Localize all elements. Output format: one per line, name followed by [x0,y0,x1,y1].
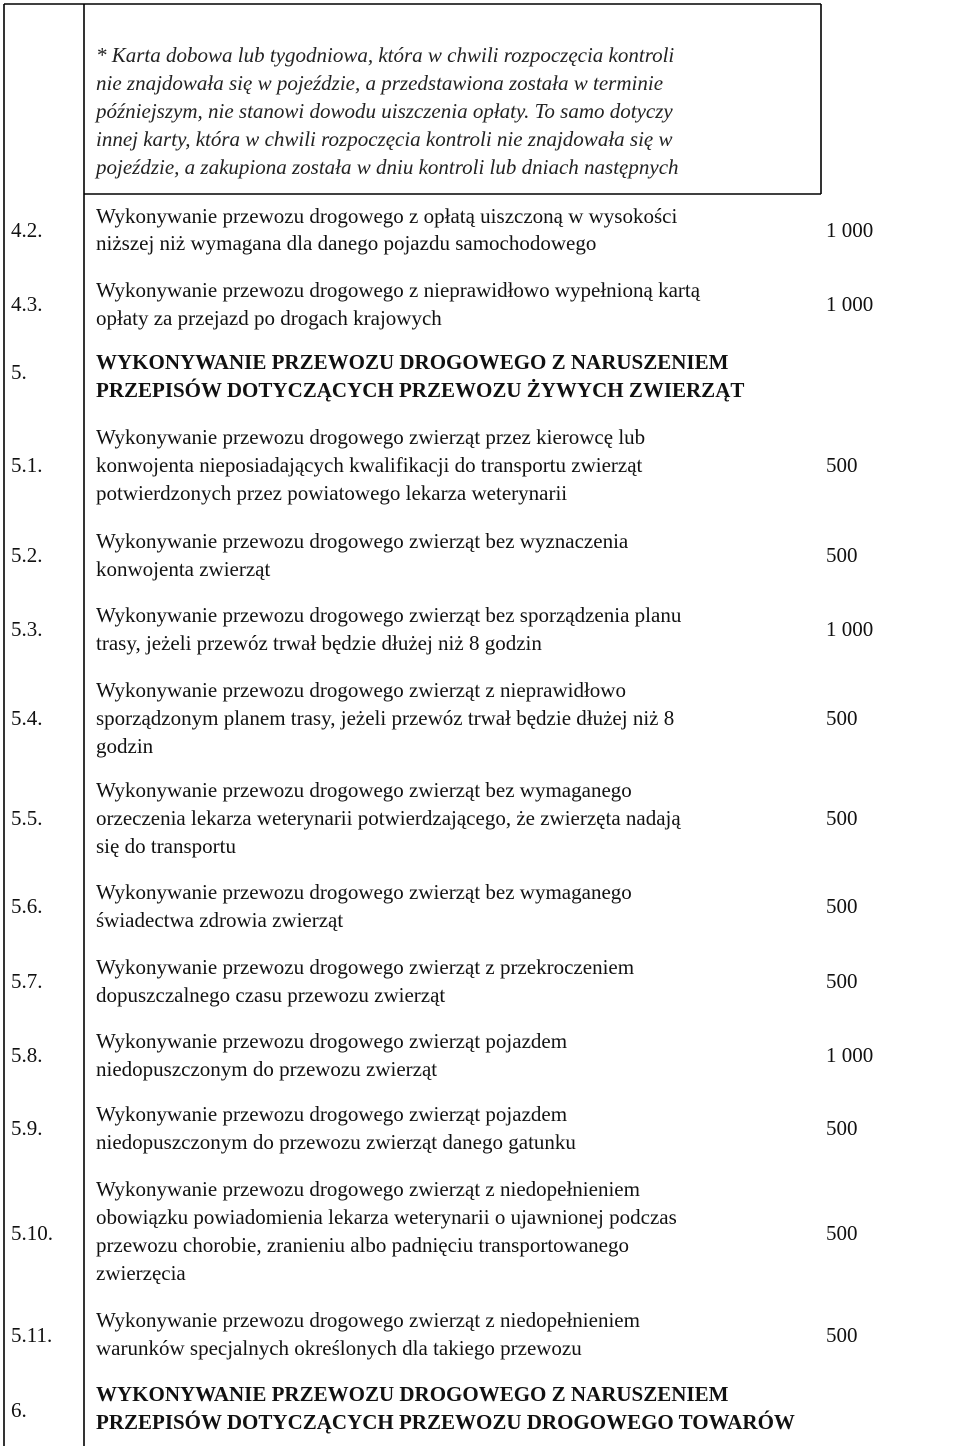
row-amount: 500 [826,1116,858,1140]
row-number: 5.9. [11,1116,43,1140]
row-number: 6. [11,1398,27,1422]
row-amount: 500 [826,543,858,567]
row-description-line: konwojenta nieposiadających kwalifikacji do transportu zwierząt [96,453,643,477]
row-number: 5.7. [11,969,43,993]
row-description-line: trasy, jeżeli przewóz trwał będzie dłużej niż 8 godzin [96,631,542,655]
row-description-line: godzin [96,734,154,758]
row-description-line: Wykonywanie przewozu drogowego zwierząt pojazdem [96,1029,568,1053]
row-description-line: zwierzęcia [96,1261,186,1285]
row-number: 5.8. [11,1043,43,1067]
row-description-line: Wykonywanie przewozu drogowego zwierząt z nieprawidłowo [96,678,626,702]
row-description-line: niedopuszczonym do przewozu zwierząt danego gatunku [96,1130,576,1154]
row-description-line: potwierdzonych przez powiatowego lekarza weterynarii [96,481,568,505]
row-description-line: przewozu chorobie, zranieniu albo padnięciu transportowanego [96,1233,629,1257]
row-description-line: orzeczenia lekarza weterynarii potwierdzającego, że zwierzęta nadają [96,806,681,830]
row-amount: 1 000 [826,617,874,641]
row-number: 4.2. [11,218,43,242]
footnote-line: nie znajdowała się w pojeździe, a przedstawiona została w terminie [96,71,664,95]
row-description-line: Wykonywanie przewozu drogowego zwierząt bez wymaganego [96,880,632,904]
row-amount: 500 [826,894,858,918]
row-description-line: niższej niż wymagana dla danego pojazdu samochodowego [96,231,597,255]
row-number: 4.3. [11,292,43,316]
row-description-line: Wykonywanie przewozu drogowego zwierząt z niedopełnieniem [96,1177,640,1201]
section-heading-line: WYKONYWANIE PRZEWOZU DROGOWEGO Z NARUSZENIEM [96,1382,729,1406]
row-description-line: warunków specjalnych określonych dla takiego przewozu [96,1336,582,1360]
footnote-line: późniejszym, nie stanowi dowodu uiszczenia opłaty. To samo dotyczy [96,99,673,123]
row-number: 5.6. [11,894,43,918]
row-description-line: Wykonywanie przewozu drogowego zwierząt pojazdem [96,1102,568,1126]
row-description-line: Wykonywanie przewozu drogowego zwierząt bez wyznaczenia [96,529,629,553]
section-heading-line: WYKONYWANIE PRZEWOZU DROGOWEGO Z NARUSZENIEM [96,350,729,374]
row-number: 5.11. [11,1323,53,1347]
row-number: 5.5. [11,806,43,830]
row-description-line: obowiązku powiadomienia lekarza weterynarii o ujawnionej podczas [96,1205,677,1229]
row-number: 5. [11,360,27,384]
row-number: 5.2. [11,543,43,567]
row-description-line: Wykonywanie przewozu drogowego zwierząt bez sporządzenia planu [96,603,682,627]
row-description-line: Wykonywanie przewozu drogowego z nieprawidłowo wypełnioną kartą [96,278,701,302]
row-description-line: Wykonywanie przewozu drogowego zwierząt bez wymaganego [96,778,632,802]
row-number: 5.10. [11,1221,53,1245]
row-amount: 1 000 [826,218,874,242]
row-description-line: opłaty za przejazd po drogach krajowych [96,306,442,330]
section-heading-line: PRZEPISÓW DOTYCZĄCYCH PRZEWOZU DROGOWEGO TOWARÓW [96,1410,795,1434]
row-description-line: Wykonywanie przewozu drogowego zwierząt przez kierowcę lub [96,425,646,449]
row-amount: 500 [826,1221,858,1245]
row-description-line: konwojenta zwierząt [96,557,271,581]
row-description-line: się do transportu [96,834,236,858]
footnote-line: * Karta dobowa lub tygodniowa, która w chwili rozpoczęcia kontroli [96,43,675,67]
row-amount: 500 [826,706,858,730]
row-amount: 500 [826,806,858,830]
row-amount: 1 000 [826,1043,874,1067]
section-heading-line: PRZEPISÓW DOTYCZĄCYCH PRZEWOZU ŻYWYCH ZWIERZĄT [96,378,745,402]
row-amount: 500 [826,453,858,477]
footnote-line: pojeździe, a zakupiona została w dniu kontroli lub dniach następnych [96,155,679,179]
row-description-line: świadectwa zdrowia zwierząt [96,908,344,932]
row-description-line: dopuszczalnego czasu przewozu zwierząt [96,983,446,1007]
row-number: 5.4. [11,706,43,730]
row-amount: 500 [826,1323,858,1347]
row-description-line: Wykonywanie przewozu drogowego zwierząt z przekroczeniem [96,955,635,979]
row-description-line: Wykonywanie przewozu drogowego zwierząt z niedopełnieniem [96,1308,640,1332]
row-number: 5.1. [11,453,43,477]
row-amount: 1 000 [826,292,874,316]
row-description-line: Wykonywanie przewozu drogowego z opłatą uiszczoną w wysokości [96,204,678,228]
footnote-line: innej karty, która w chwili rozpoczęcia kontroli nie znajdowała się w [96,127,673,151]
row-amount: 500 [826,969,858,993]
row-description-line: sporządzonym planem trasy, jeżeli przewóz trwał będzie dłużej niż 8 [96,706,675,730]
row-number: 5.3. [11,617,43,641]
row-description-line: niedopuszczonym do przewozu zwierząt [96,1057,438,1081]
